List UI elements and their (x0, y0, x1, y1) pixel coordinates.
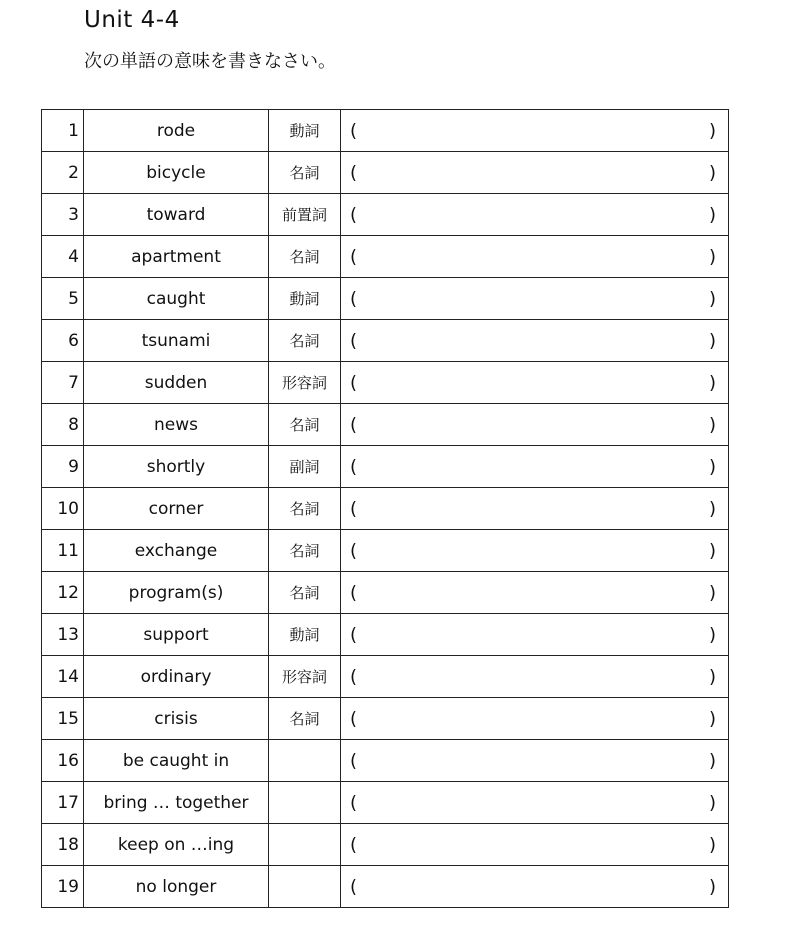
open-paren: ( (350, 120, 358, 141)
close-paren: ) (708, 204, 716, 225)
answer-cell[interactable] (341, 404, 729, 446)
answer-cell[interactable] (341, 110, 729, 152)
table-row (42, 236, 729, 278)
open-paren: ( (350, 792, 358, 813)
answer-cell[interactable] (341, 530, 729, 572)
part-of-speech (269, 782, 341, 824)
close-paren: ) (708, 246, 716, 267)
row-number: 7 (42, 362, 84, 404)
answer-cell[interactable] (341, 740, 729, 782)
table-row (42, 782, 729, 824)
part-of-speech: 名詞 (269, 404, 341, 446)
answer-cell[interactable] (341, 236, 729, 278)
vocab-word: corner (84, 488, 269, 530)
table-row (42, 656, 729, 698)
instruction-text: 次の単語の意味を書きなさい。 (84, 51, 336, 72)
answer-cell[interactable] (341, 362, 729, 404)
answer-cell[interactable] (341, 866, 729, 908)
vocab-word: be caught in (84, 740, 269, 782)
row-number: 15 (42, 698, 84, 740)
close-paren: ) (708, 876, 716, 897)
vocab-word: no longer (84, 866, 269, 908)
answer-cell[interactable] (341, 446, 729, 488)
vocab-word: keep on …ing (84, 824, 269, 866)
open-paren: ( (350, 540, 358, 561)
vocab-word: crisis (84, 698, 269, 740)
part-of-speech: 名詞 (269, 530, 341, 572)
answer-cell[interactable] (341, 782, 729, 824)
part-of-speech: 名詞 (269, 236, 341, 278)
open-paren: ( (350, 750, 358, 771)
part-of-speech (269, 866, 341, 908)
close-paren: ) (708, 288, 716, 309)
row-number: 18 (42, 824, 84, 866)
vocab-word: exchange (84, 530, 269, 572)
close-paren: ) (708, 456, 716, 477)
vocab-word: caught (84, 278, 269, 320)
row-number: 14 (42, 656, 84, 698)
close-paren: ) (708, 834, 716, 855)
open-paren: ( (350, 624, 358, 645)
row-number: 16 (42, 740, 84, 782)
close-paren: ) (708, 792, 716, 813)
answer-cell[interactable] (341, 320, 729, 362)
table-row (42, 362, 729, 404)
row-number: 3 (42, 194, 84, 236)
part-of-speech: 動詞 (269, 110, 341, 152)
close-paren: ) (708, 414, 716, 435)
table-row (42, 320, 729, 362)
table-row (42, 530, 729, 572)
vocabulary-table (41, 109, 729, 908)
row-number: 10 (42, 488, 84, 530)
row-number: 1 (42, 110, 84, 152)
part-of-speech: 名詞 (269, 572, 341, 614)
table-row (42, 740, 729, 782)
answer-cell[interactable] (341, 614, 729, 656)
close-paren: ) (708, 708, 716, 729)
part-of-speech: 名詞 (269, 488, 341, 530)
part-of-speech: 動詞 (269, 278, 341, 320)
open-paren: ( (350, 708, 358, 729)
part-of-speech: 前置詞 (269, 194, 341, 236)
vocab-word: support (84, 614, 269, 656)
open-paren: ( (350, 288, 358, 309)
table-row (42, 866, 729, 908)
answer-cell[interactable] (341, 656, 729, 698)
table-row (42, 488, 729, 530)
row-number: 2 (42, 152, 84, 194)
row-number: 5 (42, 278, 84, 320)
close-paren: ) (708, 120, 716, 141)
close-paren: ) (708, 750, 716, 771)
table-row (42, 614, 729, 656)
row-number: 11 (42, 530, 84, 572)
page-title: Unit 4-4 (84, 7, 180, 33)
answer-cell[interactable] (341, 698, 729, 740)
vocab-word: bicycle (84, 152, 269, 194)
close-paren: ) (708, 582, 716, 603)
row-number: 6 (42, 320, 84, 362)
answer-cell[interactable] (341, 572, 729, 614)
row-number: 9 (42, 446, 84, 488)
open-paren: ( (350, 162, 358, 183)
row-number: 12 (42, 572, 84, 614)
answer-cell[interactable] (341, 152, 729, 194)
part-of-speech: 形容詞 (269, 362, 341, 404)
open-paren: ( (350, 204, 358, 225)
vocab-word: sudden (84, 362, 269, 404)
table-row (42, 152, 729, 194)
table-row (42, 110, 729, 152)
open-paren: ( (350, 414, 358, 435)
table-row (42, 572, 729, 614)
open-paren: ( (350, 876, 358, 897)
answer-cell[interactable] (341, 194, 729, 236)
close-paren: ) (708, 498, 716, 519)
table-row (42, 278, 729, 320)
vocab-word: bring … together (84, 782, 269, 824)
part-of-speech: 副詞 (269, 446, 341, 488)
part-of-speech (269, 824, 341, 866)
part-of-speech: 名詞 (269, 698, 341, 740)
close-paren: ) (708, 372, 716, 393)
table-row (42, 824, 729, 866)
vocab-word: tsunami (84, 320, 269, 362)
table-row (42, 194, 729, 236)
part-of-speech: 動詞 (269, 614, 341, 656)
part-of-speech (269, 740, 341, 782)
vocab-word: rode (84, 110, 269, 152)
vocab-word: toward (84, 194, 269, 236)
open-paren: ( (350, 582, 358, 603)
open-paren: ( (350, 666, 358, 687)
row-number: 19 (42, 866, 84, 908)
row-number: 8 (42, 404, 84, 446)
close-paren: ) (708, 162, 716, 183)
vocab-word: news (84, 404, 269, 446)
answer-cell[interactable] (341, 824, 729, 866)
part-of-speech: 名詞 (269, 320, 341, 362)
part-of-speech: 形容詞 (269, 656, 341, 698)
close-paren: ) (708, 666, 716, 687)
vocab-word: program(s) (84, 572, 269, 614)
table-row (42, 698, 729, 740)
row-number: 4 (42, 236, 84, 278)
open-paren: ( (350, 834, 358, 855)
vocab-word: shortly (84, 446, 269, 488)
open-paren: ( (350, 456, 358, 477)
table-row (42, 446, 729, 488)
open-paren: ( (350, 498, 358, 519)
open-paren: ( (350, 372, 358, 393)
answer-cell[interactable] (341, 278, 729, 320)
row-number: 13 (42, 614, 84, 656)
open-paren: ( (350, 246, 358, 267)
close-paren: ) (708, 540, 716, 561)
close-paren: ) (708, 624, 716, 645)
vocab-word: ordinary (84, 656, 269, 698)
table-row (42, 404, 729, 446)
close-paren: ) (708, 330, 716, 351)
part-of-speech: 名詞 (269, 152, 341, 194)
open-paren: ( (350, 330, 358, 351)
vocab-word: apartment (84, 236, 269, 278)
answer-cell[interactable] (341, 488, 729, 530)
row-number: 17 (42, 782, 84, 824)
